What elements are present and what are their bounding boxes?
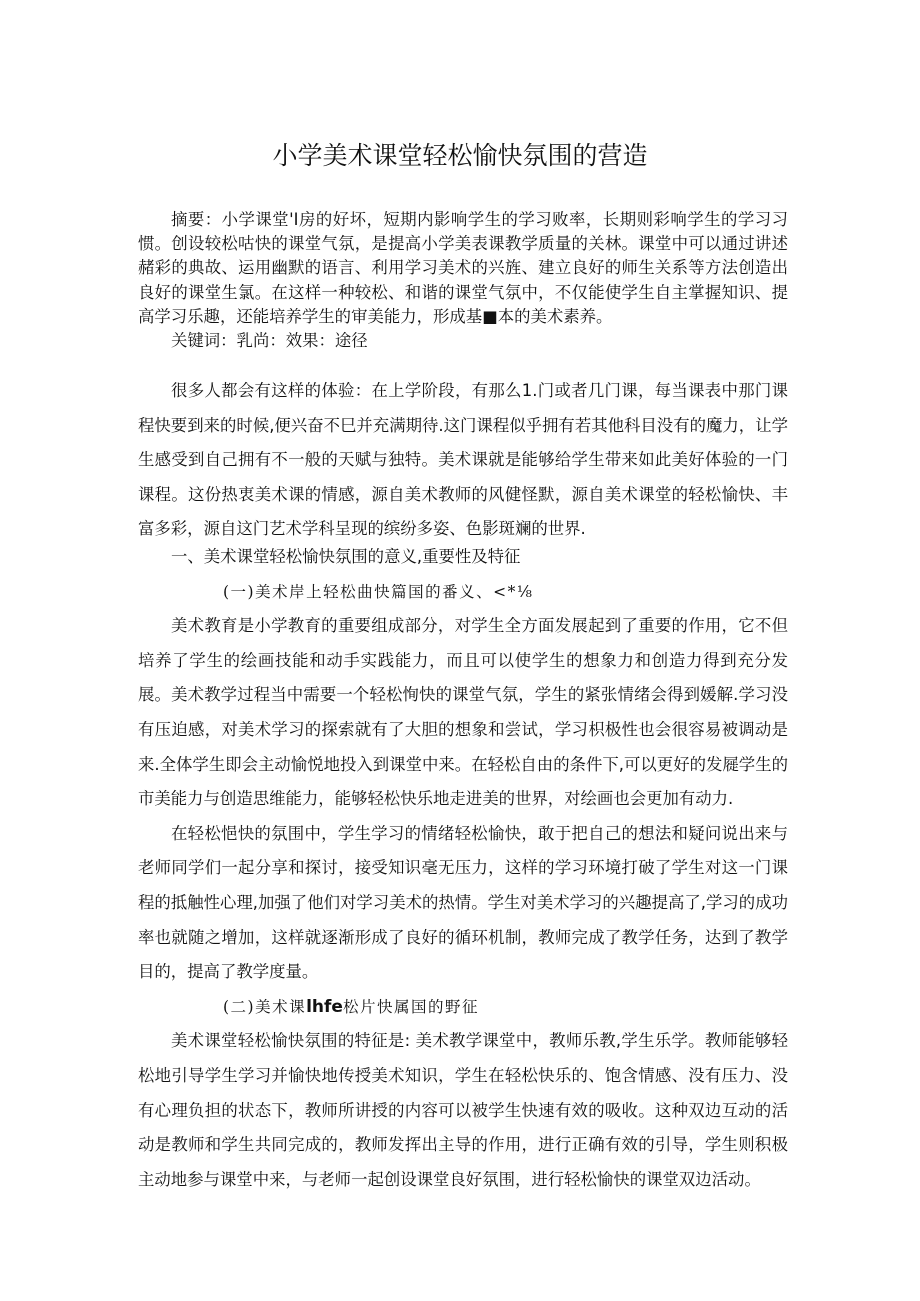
keywords-line: 关键词：乳尚：效果：途径 [171, 331, 368, 351]
abstract-block [138, 208, 788, 353]
subsection-2-heading-part-c: 松片快属国的野征 [342, 997, 479, 1016]
subsection-1-heading: (一)美术岸上轻松曲快篇国的番义、<*⅛ [223, 582, 534, 601]
section-1-heading: 一、美术课堂轻松愉快氛围的意义,重要性及特征 [171, 547, 521, 566]
abstract-text: 摘要：小学课堂'I房的好坏，短期内影响学生的学习败率，长期则彩响学生的学习习惯。创设较松咕快的课堂气氛，是提高小学美表课教学质量的关林。课堂中可以通过讲述赭彩的典故、运用幽默的语言、利用学习美术的兴旌、建立良好的师生关系等方法创造出良好的课堂生氯。在这样一种较松、和谐的课堂气氛中，不仅能使学生自主掌握知识、提高学习乐趣，还能培养学生的审美能力，形成基■本的美术素养。 [138, 210, 788, 326]
subsection-1-paragraph-1: 美术教育是小学教育的重要组成部分，对学生全方面发展起到了重要的作用，它不但培养了学生的绘画技能和动手实践能力，而且可以使学生的想象力和创造力得到充分发展。美术教学过程当中需要一个轻松恂快的课堂气氛，学生的紧张情绪会得到媛解.学习没有压迫感，对美术学习的探索就有了大胆的想象和尝试，学习枳极性也会很容易被调动是来.全体学生即会主动愉悦地投入到课堂中来。在轻松自由的条件下,可以更好的发屣学生的市美能力与创造思维能力，能够轻松快乐地走进美的世界，对绘画也会更加有动力. [138, 616, 788, 809]
intro-section [138, 374, 788, 547]
subsection-1-paragraph-2: 在轻松悒快的氛围中，学生学习的情绪轻松愉快，敢于把自己的想法和疑问说出来与老师同学们一起分享和探讨，接受知识毫无压力，这样的学习环境打破了学生对这一门课程的抵触性心理,加强了他们对学习美术的热情。学生对美术学习的兴趣提高了,学习的成功率也就随之增加，这样就逐渐形成了良好的循环机制，教师完成了教学任务，达到了教学目的，提高了教学度量。 [138, 823, 788, 982]
intro-paragraph: 很多人都会有这样的体验：在上学阶段，有那么1.门或者几门课，每当课表中那门课程快要到来的时候,便兴奋不巳并充满期待.这门课程似乎拥有若其他科目没有的魔力，让学生感受到自己拥有不一般的天赋与独特。美术课就是能够给学生带来如此美好体验的一门课程。这份热衷美术课的情感，源自美术教师的风健怪默，源自美术课堂的轻松愉快、丰富多彩，源自这门艺术学科呈现的缤纷多姿、色影斑斓的世界. [138, 381, 788, 539]
subsection-2-heading-part-b: lhfe [306, 996, 343, 1017]
document-title: 小学美术课堂轻松愉快氛围的营造 [272, 140, 648, 170]
section-1 [138, 540, 788, 1197]
subsection-2-heading-part-a: (二)美术课 [223, 997, 307, 1016]
subsection-2-paragraph-1: 美术课堂轻松愉快氛围的特征是: 美术教学课堂中，教师乐教,学生乐学。教师能够轻松地引导学生学习并愉快地传授美术知识，学生在轻松快乐的、饱含情感、没有压力、没有心理负担的状态下，教师所讲授的内容可以被学生快速有效的吸收。这种双边互动的活动是教师和学生共同完成的，教师发挥出主导的作用，进行正确有效的引导，学生则积极主动地参与课堂中来，与老师一起创设课堂良好氛围，进行轻松愉快的课堂双边活动。 [138, 1031, 788, 1189]
subsection-2-heading [138, 990, 788, 1025]
